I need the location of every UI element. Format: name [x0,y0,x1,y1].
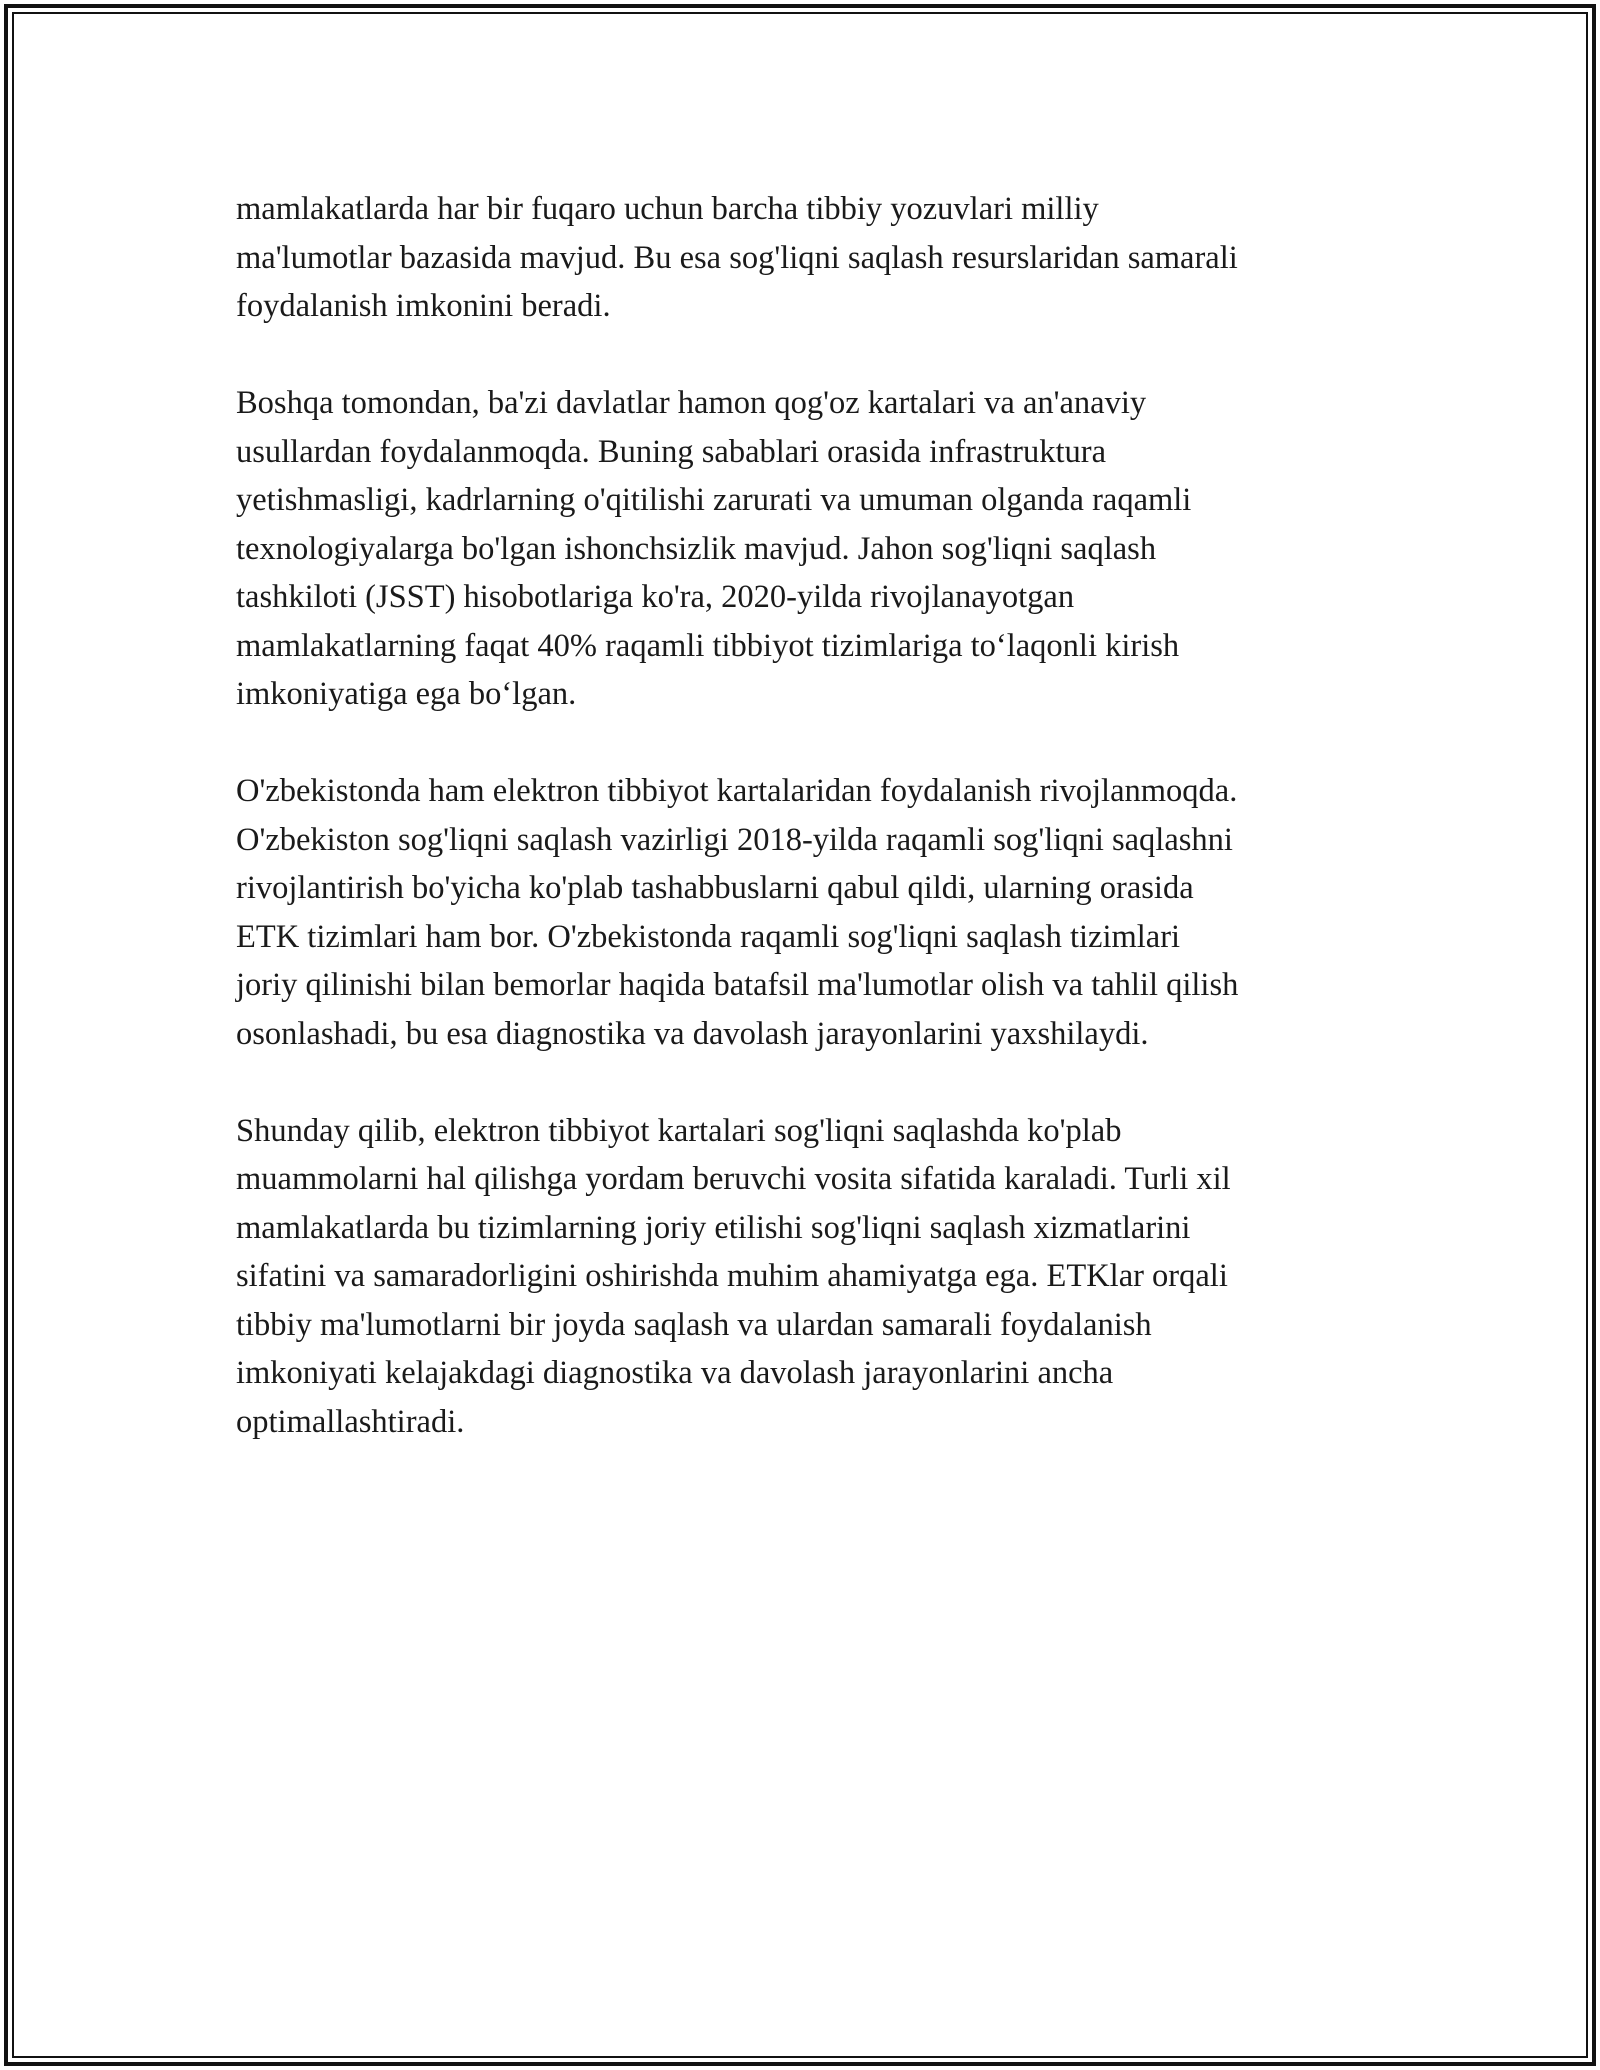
paragraph-2: Boshqa tomondan, ba'zi davlatlar hamon qog'oz kartalari va an'anaviy usullardan foydalanmoqda. Buning sabablari orasida infrastruktura yetishmasligi, kadrlarning o'qitilishi zarurati va umuman olganda raqamli texnologiyalarga bo'lgan ishonchsizlik mavjud. Jahon sog'liqni saqlash tashkiloti (JSST) hisobotlariga ko'ra, 2020-yilda rivojlanayotgan mamlakatlarning faqat 40% raqamli tibbiyot tizimlariga to‘laqonli kirish imkoniyatiga ega bo‘lgan. [236,385,1192,712]
document-body [236,185,1386,1446]
paragraph-3: O'zbekistonda ham elektron tibbiyot kartalaridan foydalanish rivojlanmoqda. O'zbekiston sog'liqni saqlash vazirligi 2018-yilda raqamli sog'liqni saqlashni rivojlantirish bo'yicha ko'plab tashabbuslarni qabul qildi, ularning orasida ETK tizimlari ham bor. O'zbekistonda raqamli sog'liqni saqlash tizimlari joriy qilinishi bilan bemorlar haqida batafsil ma'lumotlar olish va tahlil qilish osonlashadi, bu esa diagnostika va davolash jarayonlarini yaxshilaydi. [236,773,1239,1052]
paragraph-4: Shunday qilib, elektron tibbiyot kartalari sog'liqni saqlashda ko'plab muammolarni hal qilishga yordam beruvchi vosita sifatida karaladi. Turli xil mamlakatlarda bu tizimlarning joriy etilishi sog'liqni saqlash xizmatlarini sifatini va samaradorligini oshirishda muhim ahamiyatga ega. ETKlar orqali tibbiy ma'lumotlarni bir joyda saqlash va ulardan samarali foydalanish imkoniyati kelajakdagi diagnostika va davolash jarayonlarini ancha optimallashtiradi. [236,1112,1231,1440]
paragraph-1: mamlakatlarda har bir fuqaro uchun barcha tibbiy yozuvlari milliy ma'lumotlar bazasida mavjud. Bu esa sog'liqni saqlash resurslaridan samarali foydalanish imkonini beradi. [236,191,1238,324]
